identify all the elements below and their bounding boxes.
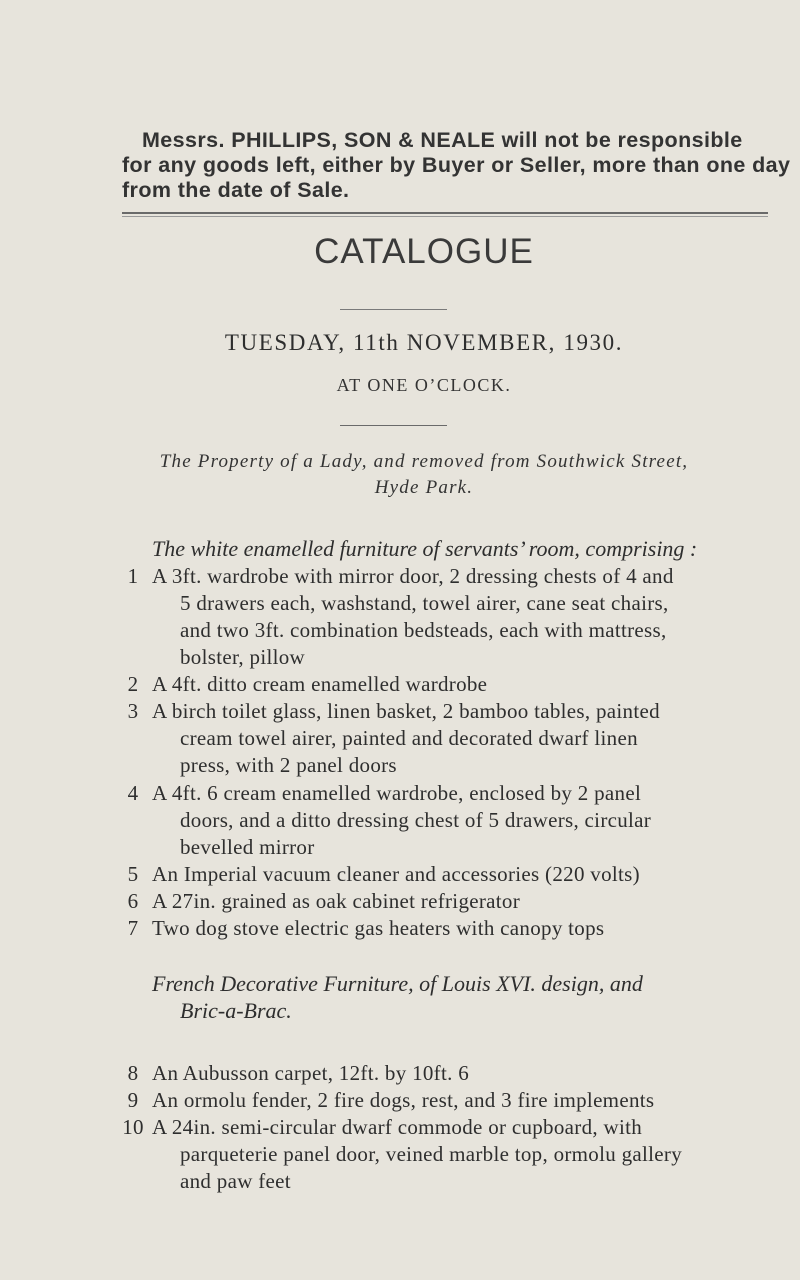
section-title: French Decorative Furniture, of Louis XVI. design, and Bric-a-Brac.: [152, 971, 643, 1023]
lot-description: An Imperial vacuum cleaner and accessories (220 volts): [152, 862, 640, 886]
lot-number: 9: [127, 1088, 139, 1112]
notice-line: from the date of Sale.: [122, 178, 350, 202]
lot-number: 10: [122, 1115, 144, 1139]
sale-date: TUESDAY, 11th NOVEMBER, 1930.: [224, 330, 624, 355]
property-line: Hyde Park.: [374, 477, 474, 498]
lot-number: 1: [127, 564, 139, 588]
lot-number: 6: [127, 889, 139, 913]
section-title: The white enamelled furniture of servants’ room, comprising :: [152, 536, 698, 561]
lot-number: 7: [127, 916, 139, 940]
notice-line: for any goods left, either by Buyer or Seller, more than one day: [122, 153, 791, 177]
lot-description: A 3ft. wardrobe with mirror door, 2 dressing chests of 4 and 5 drawers each, washstand, towel airer, cane seat chairs, and two 3ft. combination bedsteads, each with mattress, bolster, pillow: [152, 564, 674, 669]
divider-rule: [122, 212, 768, 214]
divider-rule: [340, 425, 447, 426]
sale-time: AT ONE O’CLOCK.: [336, 375, 512, 395]
lot-description: Two dog stove electric gas heaters with canopy tops: [152, 916, 605, 940]
lot-description: A 27in. grained as oak cabinet refrigerator: [152, 889, 521, 913]
property-line: The Property of a Lady, and removed from Southwick Street,: [159, 451, 689, 472]
lot-description: A birch toilet glass, linen basket, 2 bamboo tables, painted cream towel airer, painted and decorated dwarf linen press, with 2 panel doors: [152, 699, 660, 777]
lot-number: 8: [127, 1061, 139, 1085]
lot-description: A 4ft. 6 cream enamelled wardrobe, enclosed by 2 panel doors, and a ditto dressing chest of 5 drawers, circular bevelled mirror: [152, 781, 652, 859]
lot-description: An Aubusson carpet, 12ft. by 10ft. 6: [152, 1061, 470, 1085]
divider-rule: [122, 216, 768, 217]
lot-description: A 24in. semi-circular dwarf commode or cupboard, with parqueterie panel door, veined marble top, ormolu gallery and paw feet: [152, 1115, 682, 1193]
lot-number: 3: [127, 699, 139, 723]
catalogue-heading: CATALOGUE: [314, 232, 534, 271]
lot-description: An ormolu fender, 2 fire dogs, rest, and 3 fire implements: [152, 1088, 655, 1112]
lot-number: 4: [127, 781, 139, 805]
responsibility-notice: [122, 128, 791, 203]
divider-rule: [340, 309, 447, 310]
property-statement: [0, 449, 800, 501]
notice-line: Messrs. PHILLIPS, SON & NEALE will not be responsible: [142, 128, 743, 152]
lot-number: 5: [127, 862, 139, 886]
lot-number: 2: [127, 672, 139, 696]
lot-description: A 4ft. ditto cream enamelled wardrobe: [152, 672, 488, 696]
